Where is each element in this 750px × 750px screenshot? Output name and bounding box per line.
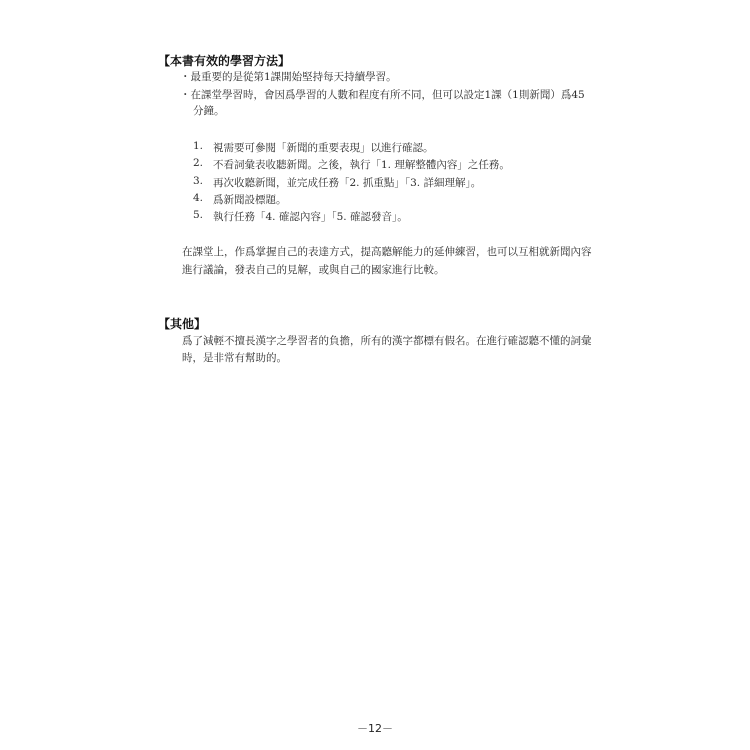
step-number: 4. xyxy=(193,192,204,204)
step-text: 爲新聞設標題。 xyxy=(213,194,287,206)
step-text: 執行任務「4. 確認內容」「5. 確認發音」。 xyxy=(213,211,408,223)
paragraph-line: 在課堂上，作爲掌握自己的表達方式，提高聽解能力的延伸練習，也可以互相就新聞內容 xyxy=(182,246,592,258)
step-number: 1. xyxy=(193,140,204,152)
step-text: 再次收聽新聞，並完成任務「2. 抓重點」「3. 詳細理解」。 xyxy=(213,177,482,189)
step-text: 不看詞彙表收聽新聞。之後，執行「1. 理解整體內容」之任務。 xyxy=(213,159,510,171)
paragraph-line: 爲了減輕不擅長漢字之學習者的負擔，所有的漢字都標有假名。在進行確認聽不懂的詞彙 xyxy=(182,335,592,347)
step-text: 視需要可參閱「新聞的重要表現」以進行確認。 xyxy=(213,142,434,154)
step-number: 5. xyxy=(193,209,204,221)
step-number: 3. xyxy=(193,175,204,187)
section-heading-study-methods: 【本書有效的學習方法】 xyxy=(158,54,291,68)
page-number: －12－ xyxy=(357,722,393,735)
paragraph-line: 時，是非常有幫助的。 xyxy=(182,352,287,364)
paragraph-line: 進行議論，發表自己的見解，或與自己的國家進行比較。 xyxy=(182,264,445,276)
step-number: 2. xyxy=(193,157,204,169)
bullet-item: ・在課堂學習時，會因爲學習的人數和程度有所不同，但可以設定1課（1則新聞）爲45 xyxy=(180,89,585,101)
section-heading-other: 【其他】 xyxy=(158,317,207,331)
bullet-item-continuation: 分鐘。 xyxy=(193,105,225,117)
bullet-item: ・最重要的是從第1課開始堅持每天持續學習。 xyxy=(180,71,397,83)
